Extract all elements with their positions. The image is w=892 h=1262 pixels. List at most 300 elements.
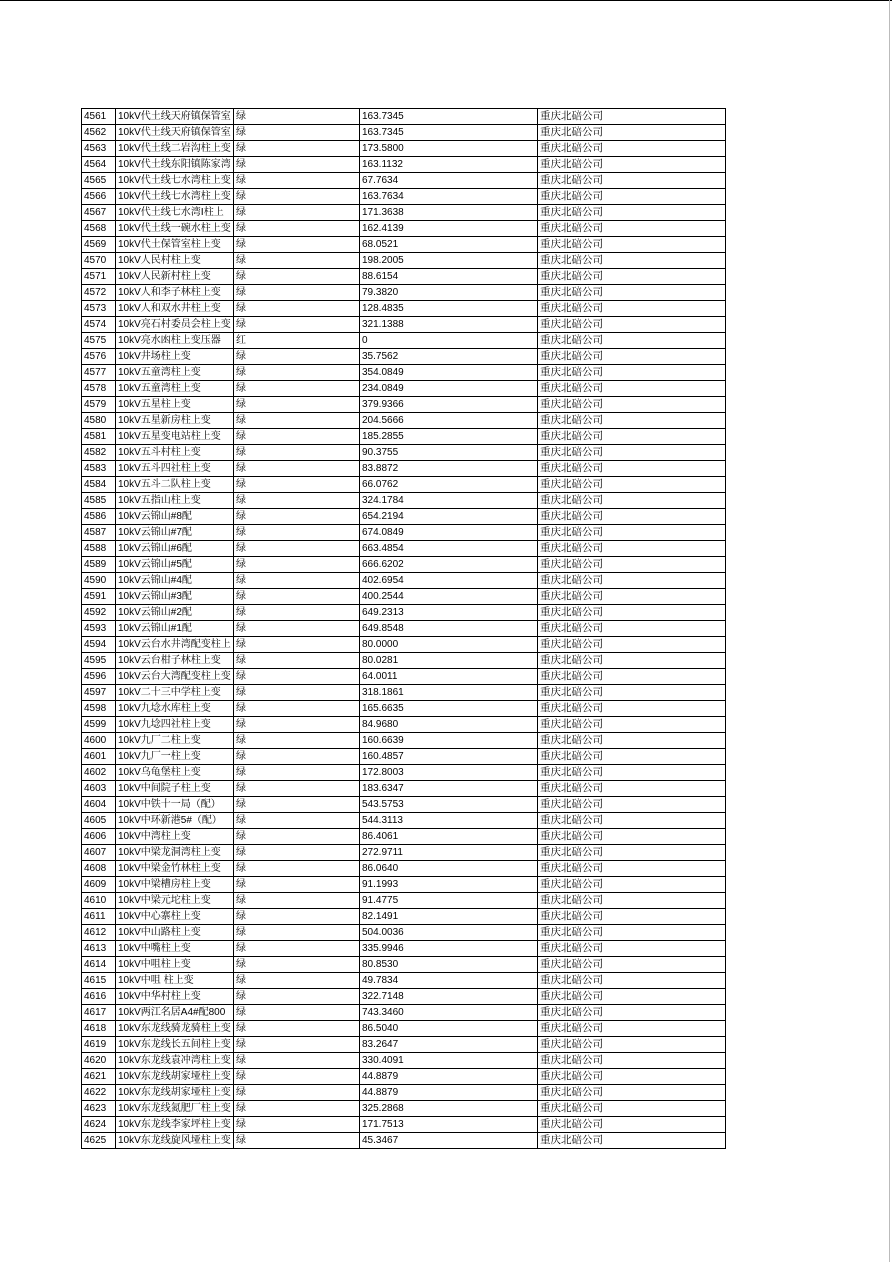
device-name-cell: 10kV中梁元坨柱上变 [116, 893, 234, 909]
value-cell: 324.1784 [360, 493, 538, 509]
status-cell: 绿 [234, 621, 360, 637]
data-table-body [82, 109, 726, 1149]
device-name-cell: 10kV五星柱上变 [116, 397, 234, 413]
table-row [82, 413, 726, 429]
device-name-cell: 10kV云台大湾配变柱上变 [116, 669, 234, 685]
company-cell: 重庆北碚公司 [538, 365, 726, 381]
table-row [82, 365, 726, 381]
row-id-cell: 4615 [82, 973, 116, 989]
status-cell: 绿 [234, 749, 360, 765]
company-cell: 重庆北碚公司 [538, 621, 726, 637]
status-cell: 绿 [234, 717, 360, 733]
row-id-cell: 4583 [82, 461, 116, 477]
value-cell: 44.8879 [360, 1085, 538, 1101]
device-name-cell: 10kV云锦山#8配 [116, 509, 234, 525]
row-id-cell: 4586 [82, 509, 116, 525]
status-cell: 绿 [234, 973, 360, 989]
value-cell: 171.3638 [360, 205, 538, 221]
status-cell: 绿 [234, 605, 360, 621]
row-id-cell: 4613 [82, 941, 116, 957]
table-row [82, 1101, 726, 1117]
row-id-cell: 4579 [82, 397, 116, 413]
status-cell: 绿 [234, 1133, 360, 1149]
company-cell: 重庆北碚公司 [538, 909, 726, 925]
company-cell: 重庆北碚公司 [538, 1085, 726, 1101]
company-cell: 重庆北碚公司 [538, 637, 726, 653]
data-table [81, 108, 726, 1149]
company-cell: 重庆北碚公司 [538, 477, 726, 493]
row-id-cell: 4589 [82, 557, 116, 573]
row-id-cell: 4619 [82, 1037, 116, 1053]
table-row [82, 525, 726, 541]
company-cell: 重庆北碚公司 [538, 925, 726, 941]
value-cell: 204.5666 [360, 413, 538, 429]
table-row [82, 541, 726, 557]
value-cell: 234.0849 [360, 381, 538, 397]
row-id-cell: 4596 [82, 669, 116, 685]
row-id-cell: 4623 [82, 1101, 116, 1117]
device-name-cell: 10kV云锦山#4配 [116, 573, 234, 589]
value-cell: 163.7345 [360, 109, 538, 125]
table-row [82, 925, 726, 941]
device-name-cell: 10kV人民新村柱上变 [116, 269, 234, 285]
value-cell: 663.4854 [360, 541, 538, 557]
company-cell: 重庆北碚公司 [538, 813, 726, 829]
device-name-cell: 10kV中华村柱上变 [116, 989, 234, 1005]
table-row [82, 989, 726, 1005]
company-cell: 重庆北碚公司 [538, 1069, 726, 1085]
device-name-cell: 10kV中梁槽房柱上变 [116, 877, 234, 893]
company-cell: 重庆北碚公司 [538, 797, 726, 813]
device-name-cell: 10kV代土线七水湾柱上变 [116, 189, 234, 205]
value-cell: 0 [360, 333, 538, 349]
device-name-cell: 10kV云锦山#2配 [116, 605, 234, 621]
table-row [82, 349, 726, 365]
row-id-cell: 4608 [82, 861, 116, 877]
row-id-cell: 4567 [82, 205, 116, 221]
device-name-cell: 10kV东龙线长五间柱上变 [116, 1037, 234, 1053]
status-cell: 绿 [234, 909, 360, 925]
status-cell: 绿 [234, 285, 360, 301]
status-cell: 绿 [234, 589, 360, 605]
status-cell: 绿 [234, 669, 360, 685]
company-cell: 重庆北碚公司 [538, 285, 726, 301]
table-row [82, 1053, 726, 1069]
company-cell: 重庆北碚公司 [538, 957, 726, 973]
row-id-cell: 4624 [82, 1117, 116, 1133]
company-cell: 重庆北碚公司 [538, 109, 726, 125]
value-cell: 173.5800 [360, 141, 538, 157]
device-name-cell: 10kV东龙线袁冲湾柱上变 [116, 1053, 234, 1069]
table-row [82, 493, 726, 509]
status-cell: 绿 [234, 1117, 360, 1133]
value-cell: 163.7345 [360, 125, 538, 141]
status-cell: 绿 [234, 541, 360, 557]
row-id-cell: 4590 [82, 573, 116, 589]
device-name-cell: 10kV九厂一柱上变 [116, 749, 234, 765]
table-row [82, 621, 726, 637]
table-row [82, 829, 726, 845]
company-cell: 重庆北碚公司 [538, 141, 726, 157]
table-row [82, 877, 726, 893]
device-name-cell: 10kV云锦山#6配 [116, 541, 234, 557]
status-cell: 绿 [234, 413, 360, 429]
device-name-cell: 10kV五童湾柱上变 [116, 365, 234, 381]
table-row [82, 253, 726, 269]
row-id-cell: 4572 [82, 285, 116, 301]
row-id-cell: 4568 [82, 221, 116, 237]
row-id-cell: 4603 [82, 781, 116, 797]
value-cell: 64.0011 [360, 669, 538, 685]
device-name-cell: 10kV云锦山#1配 [116, 621, 234, 637]
table-row [82, 445, 726, 461]
table-row [82, 317, 726, 333]
device-name-cell: 10kV人和李子林柱上变 [116, 285, 234, 301]
table-row [82, 1069, 726, 1085]
value-cell: 67.7634 [360, 173, 538, 189]
table-row [82, 909, 726, 925]
status-cell: 绿 [234, 1005, 360, 1021]
status-cell: 绿 [234, 237, 360, 253]
status-cell: 绿 [234, 125, 360, 141]
device-name-cell: 10kV二十三中学柱上变 [116, 685, 234, 701]
table-row [82, 221, 726, 237]
value-cell: 402.6954 [360, 573, 538, 589]
company-cell: 重庆北碚公司 [538, 493, 726, 509]
row-id-cell: 4580 [82, 413, 116, 429]
device-name-cell: 10kV人民村柱上变 [116, 253, 234, 269]
status-cell: 绿 [234, 381, 360, 397]
company-cell: 重庆北碚公司 [538, 765, 726, 781]
row-id-cell: 4585 [82, 493, 116, 509]
device-name-cell: 10kV中梁金竹林柱上变 [116, 861, 234, 877]
table-row [82, 797, 726, 813]
table-row [82, 125, 726, 141]
value-cell: 83.2647 [360, 1037, 538, 1053]
status-cell: 绿 [234, 573, 360, 589]
company-cell: 重庆北碚公司 [538, 701, 726, 717]
table-row [82, 765, 726, 781]
company-cell: 重庆北碚公司 [538, 717, 726, 733]
company-cell: 重庆北碚公司 [538, 205, 726, 221]
company-cell: 重庆北碚公司 [538, 749, 726, 765]
status-cell: 绿 [234, 477, 360, 493]
row-id-cell: 4587 [82, 525, 116, 541]
company-cell: 重庆北碚公司 [538, 733, 726, 749]
device-name-cell: 10kV云台柑子林柱上变 [116, 653, 234, 669]
status-cell: 绿 [234, 733, 360, 749]
row-id-cell: 4614 [82, 957, 116, 973]
device-name-cell: 10kV亮石村委员会柱上变 [116, 317, 234, 333]
device-name-cell: 10kV中梁龙洞湾柱上变 [116, 845, 234, 861]
value-cell: 80.8530 [360, 957, 538, 973]
value-cell: 272.9711 [360, 845, 538, 861]
value-cell: 649.8548 [360, 621, 538, 637]
row-id-cell: 4621 [82, 1069, 116, 1085]
company-cell: 重庆北碚公司 [538, 189, 726, 205]
value-cell: 86.0640 [360, 861, 538, 877]
company-cell: 重庆北碚公司 [538, 605, 726, 621]
table-row [82, 461, 726, 477]
status-cell: 绿 [234, 173, 360, 189]
value-cell: 35.7562 [360, 349, 538, 365]
table-row [82, 733, 726, 749]
device-name-cell: 10kV东龙线胡家垭柱上变 [116, 1069, 234, 1085]
row-id-cell: 4584 [82, 477, 116, 493]
status-cell: 绿 [234, 141, 360, 157]
table-row [82, 573, 726, 589]
status-cell: 绿 [234, 461, 360, 477]
status-cell: 绿 [234, 957, 360, 973]
status-cell: 绿 [234, 1085, 360, 1101]
value-cell: 674.0849 [360, 525, 538, 541]
table-row [82, 429, 726, 445]
row-id-cell: 4607 [82, 845, 116, 861]
table-row [82, 141, 726, 157]
value-cell: 322.7148 [360, 989, 538, 1005]
status-cell: 绿 [234, 989, 360, 1005]
company-cell: 重庆北碚公司 [538, 237, 726, 253]
value-cell: 160.4857 [360, 749, 538, 765]
status-cell: 绿 [234, 829, 360, 845]
device-name-cell: 10kV代土线天府镇保管室 [116, 125, 234, 141]
value-cell: 84.9680 [360, 717, 538, 733]
device-name-cell: 10kV五指山柱上变 [116, 493, 234, 509]
status-cell: 绿 [234, 269, 360, 285]
company-cell: 重庆北碚公司 [538, 381, 726, 397]
row-id-cell: 4617 [82, 1005, 116, 1021]
company-cell: 重庆北碚公司 [538, 1133, 726, 1149]
table-row [82, 605, 726, 621]
company-cell: 重庆北碚公司 [538, 461, 726, 477]
device-name-cell: 10kV五斗村柱上变 [116, 445, 234, 461]
value-cell: 321.1388 [360, 317, 538, 333]
status-cell: 绿 [234, 925, 360, 941]
device-name-cell: 10kV东龙线旋风垭柱上变 [116, 1133, 234, 1149]
table-row [82, 109, 726, 125]
value-cell: 163.1132 [360, 157, 538, 173]
value-cell: 198.2005 [360, 253, 538, 269]
status-cell: 绿 [234, 301, 360, 317]
status-cell: 绿 [234, 557, 360, 573]
table-row [82, 813, 726, 829]
device-name-cell: 10kV九厂二柱上变 [116, 733, 234, 749]
table-row [82, 1133, 726, 1149]
device-name-cell: 10kV代土保管室柱上变 [116, 237, 234, 253]
table-row [82, 637, 726, 653]
status-cell: 红 [234, 333, 360, 349]
company-cell: 重庆北碚公司 [538, 877, 726, 893]
row-id-cell: 4604 [82, 797, 116, 813]
company-cell: 重庆北碚公司 [538, 413, 726, 429]
table-row [82, 589, 726, 605]
status-cell: 绿 [234, 1021, 360, 1037]
device-name-cell: 10kV五斗二队柱上变 [116, 477, 234, 493]
row-id-cell: 4595 [82, 653, 116, 669]
table-row [82, 669, 726, 685]
company-cell: 重庆北碚公司 [538, 941, 726, 957]
company-cell: 重庆北碚公司 [538, 557, 726, 573]
table-row [82, 1085, 726, 1101]
value-cell: 172.8003 [360, 765, 538, 781]
device-name-cell: 10kV东龙线氮肥厂柱上变 [116, 1101, 234, 1117]
row-id-cell: 4592 [82, 605, 116, 621]
device-name-cell: 10kV两江名居A4#配800 [116, 1005, 234, 1021]
company-cell: 重庆北碚公司 [538, 989, 726, 1005]
table-row [82, 1037, 726, 1053]
table-row [82, 557, 726, 573]
company-cell: 重庆北碚公司 [538, 333, 726, 349]
device-name-cell: 10kV五星变电站柱上变 [116, 429, 234, 445]
value-cell: 88.6154 [360, 269, 538, 285]
row-id-cell: 4582 [82, 445, 116, 461]
device-name-cell: 10kV井场柱上变 [116, 349, 234, 365]
company-cell: 重庆北碚公司 [538, 349, 726, 365]
table-row [82, 941, 726, 957]
device-name-cell: 10kV亮水凼柱上变压器 [116, 333, 234, 349]
device-name-cell: 10kV云锦山#3配 [116, 589, 234, 605]
value-cell: 44.8879 [360, 1069, 538, 1085]
device-name-cell: 10kV中湾柱上变 [116, 829, 234, 845]
device-name-cell: 10kV中嘴柱上变 [116, 941, 234, 957]
value-cell: 544.3113 [360, 813, 538, 829]
table-row [82, 1005, 726, 1021]
table-row [82, 157, 726, 173]
company-cell: 重庆北碚公司 [538, 1021, 726, 1037]
status-cell: 绿 [234, 157, 360, 173]
value-cell: 128.4835 [360, 301, 538, 317]
table-row [82, 237, 726, 253]
device-name-cell: 10kV中山路柱上变 [116, 925, 234, 941]
status-cell: 绿 [234, 509, 360, 525]
device-name-cell: 10kV五童湾柱上变 [116, 381, 234, 397]
status-cell: 绿 [234, 349, 360, 365]
company-cell: 重庆北碚公司 [538, 269, 726, 285]
device-name-cell: 10kV代土线七水湾柱上变 [116, 173, 234, 189]
device-name-cell: 10kV东龙线胡家垭柱上变 [116, 1085, 234, 1101]
table-row [82, 269, 726, 285]
status-cell: 绿 [234, 525, 360, 541]
company-cell: 重庆北碚公司 [538, 573, 726, 589]
row-id-cell: 4616 [82, 989, 116, 1005]
value-cell: 83.8872 [360, 461, 538, 477]
row-id-cell: 4609 [82, 877, 116, 893]
row-id-cell: 4600 [82, 733, 116, 749]
row-id-cell: 4611 [82, 909, 116, 925]
status-cell: 绿 [234, 189, 360, 205]
table-row [82, 749, 726, 765]
table-row [82, 701, 726, 717]
row-id-cell: 4593 [82, 621, 116, 637]
row-id-cell: 4601 [82, 749, 116, 765]
table-row [82, 285, 726, 301]
page-right-edge [889, 0, 890, 1262]
table-row [82, 1117, 726, 1133]
row-id-cell: 4606 [82, 829, 116, 845]
status-cell: 绿 [234, 685, 360, 701]
status-cell: 绿 [234, 365, 360, 381]
value-cell: 162.4139 [360, 221, 538, 237]
device-name-cell: 10kV人和双水井柱上变 [116, 301, 234, 317]
row-id-cell: 4571 [82, 269, 116, 285]
value-cell: 743.3460 [360, 1005, 538, 1021]
page-top-rule [0, 0, 892, 1]
status-cell: 绿 [234, 877, 360, 893]
value-cell: 68.0521 [360, 237, 538, 253]
row-id-cell: 4574 [82, 317, 116, 333]
value-cell: 45.3467 [360, 1133, 538, 1149]
value-cell: 80.0281 [360, 653, 538, 669]
status-cell: 绿 [234, 1101, 360, 1117]
value-cell: 504.0036 [360, 925, 538, 941]
device-name-cell: 10kV代土线一碗水柱上变 [116, 221, 234, 237]
company-cell: 重庆北碚公司 [538, 1053, 726, 1069]
row-id-cell: 4573 [82, 301, 116, 317]
device-name-cell: 10kV乌龟堡柱上变 [116, 765, 234, 781]
row-id-cell: 4569 [82, 237, 116, 253]
row-id-cell: 4594 [82, 637, 116, 653]
device-name-cell: 10kV中心寨柱上变 [116, 909, 234, 925]
status-cell: 绿 [234, 109, 360, 125]
row-id-cell: 4581 [82, 429, 116, 445]
table-row [82, 333, 726, 349]
row-id-cell: 4605 [82, 813, 116, 829]
value-cell: 654.2194 [360, 509, 538, 525]
status-cell: 绿 [234, 221, 360, 237]
value-cell: 183.6347 [360, 781, 538, 797]
company-cell: 重庆北碚公司 [538, 157, 726, 173]
status-cell: 绿 [234, 1053, 360, 1069]
status-cell: 绿 [234, 397, 360, 413]
row-id-cell: 4565 [82, 173, 116, 189]
company-cell: 重庆北碚公司 [538, 173, 726, 189]
device-name-cell: 10kV云锦山#7配 [116, 525, 234, 541]
value-cell: 160.6639 [360, 733, 538, 749]
status-cell: 绿 [234, 653, 360, 669]
company-cell: 重庆北碚公司 [538, 653, 726, 669]
value-cell: 91.4775 [360, 893, 538, 909]
table-row [82, 957, 726, 973]
table-row [82, 205, 726, 221]
company-cell: 重庆北碚公司 [538, 509, 726, 525]
status-cell: 绿 [234, 253, 360, 269]
status-cell: 绿 [234, 893, 360, 909]
row-id-cell: 4575 [82, 333, 116, 349]
row-id-cell: 4576 [82, 349, 116, 365]
status-cell: 绿 [234, 637, 360, 653]
device-name-cell: 10kV东龙线骑龙骑柱上变 [116, 1021, 234, 1037]
status-cell: 绿 [234, 429, 360, 445]
status-cell: 绿 [234, 205, 360, 221]
table-row [82, 509, 726, 525]
value-cell: 400.2544 [360, 589, 538, 605]
value-cell: 379.9366 [360, 397, 538, 413]
company-cell: 重庆北碚公司 [538, 861, 726, 877]
table-row [82, 1021, 726, 1037]
row-id-cell: 4588 [82, 541, 116, 557]
value-cell: 649.2313 [360, 605, 538, 621]
value-cell: 543.5753 [360, 797, 538, 813]
value-cell: 318.1861 [360, 685, 538, 701]
device-name-cell: 10kV云台水井湾配变柱上 [116, 637, 234, 653]
company-cell: 重庆北碚公司 [538, 253, 726, 269]
row-id-cell: 4562 [82, 125, 116, 141]
table-row [82, 189, 726, 205]
row-id-cell: 4612 [82, 925, 116, 941]
device-name-cell: 10kV五星新房柱上变 [116, 413, 234, 429]
status-cell: 绿 [234, 493, 360, 509]
company-cell: 重庆北碚公司 [538, 1117, 726, 1133]
